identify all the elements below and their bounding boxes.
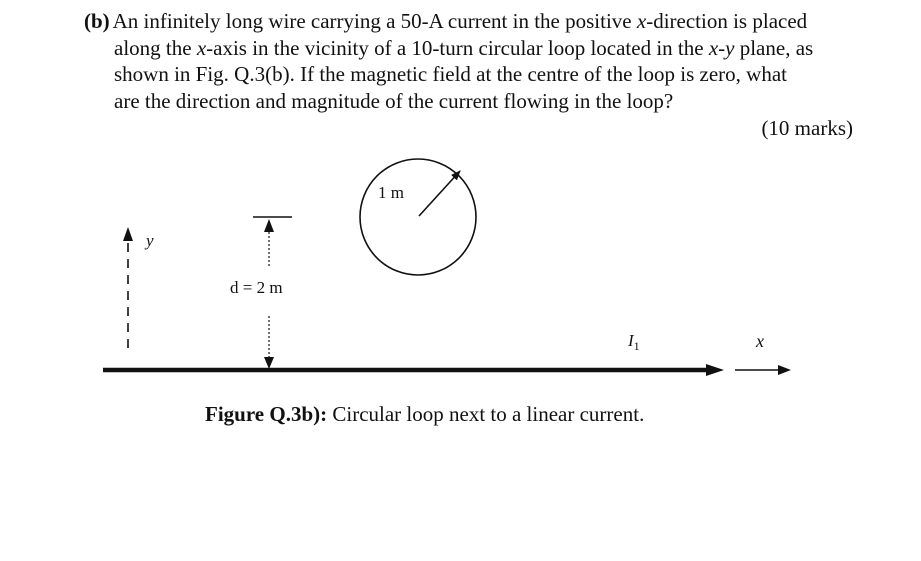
circular-loop xyxy=(360,159,476,275)
question-line-2a: along the xyxy=(114,35,197,60)
current-arrowhead xyxy=(706,364,724,376)
question-line-3: shown in Fig. Q.3(b). If the magnetic field at the centre of the loop is zero, what xyxy=(114,62,787,86)
question-x-2: x xyxy=(196,35,207,60)
current-label: $I_1$ xyxy=(628,331,640,353)
question-line-1a: An infinitely long wire carrying a 50-A current in the positive xyxy=(112,9,637,33)
marks-label: (10 marks) xyxy=(761,116,853,140)
x-direction-arrowhead xyxy=(778,365,791,375)
question-label: (b) xyxy=(84,9,110,33)
x-axis-label: x xyxy=(756,331,764,351)
question-xy: x-y xyxy=(708,35,735,60)
question-line-2c: plane, as xyxy=(734,35,814,60)
question-line-4: are the direction and magnitude of the current flowing in the loop? xyxy=(114,88,674,113)
y-axis-arrowhead xyxy=(123,227,133,241)
radius-arrow xyxy=(419,171,460,216)
figure-caption xyxy=(205,402,644,427)
question-line-2b: -axis in the vicinity of a 10-turn circular loop located in the xyxy=(206,35,709,60)
y-axis xyxy=(123,227,133,348)
figure-caption-text: Circular loop next to a linear current. xyxy=(327,402,645,426)
figure-caption-label: Figure Q.3b): xyxy=(205,402,328,426)
distance-label: d = 2 m xyxy=(230,278,283,297)
question-line-1b: -direction is placed xyxy=(646,9,808,33)
y-axis-label: y xyxy=(146,231,154,250)
radius-label: 1 m xyxy=(378,183,404,202)
question-x-1: x xyxy=(636,9,647,33)
